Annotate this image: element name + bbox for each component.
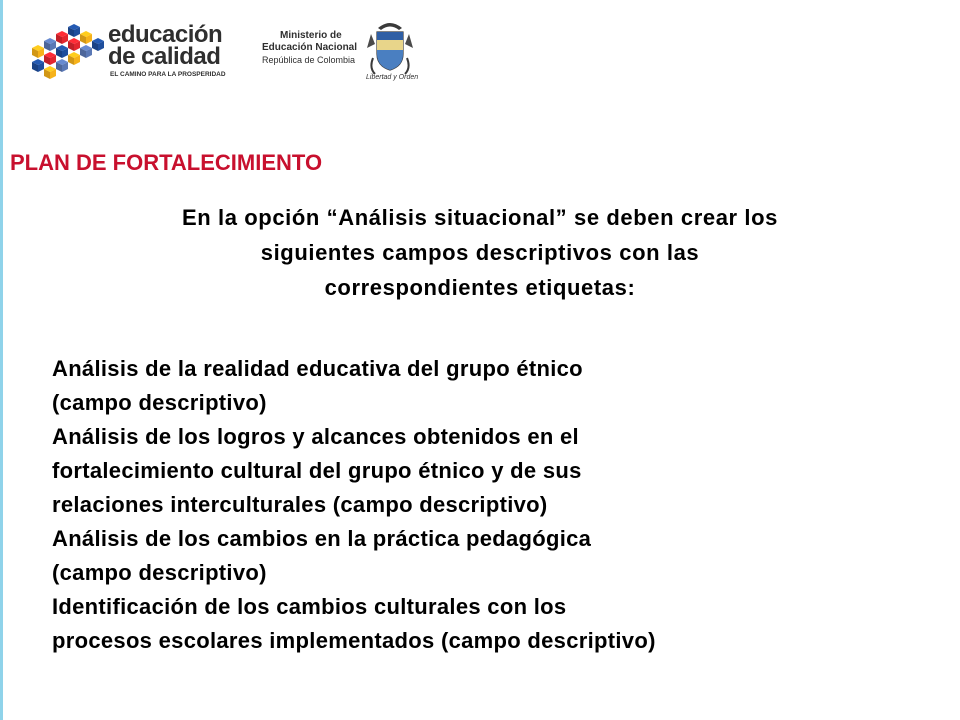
logo-wordmark [108, 21, 223, 70]
list-item-line: procesos escolares implementados (campo descriptivo) [52, 628, 656, 653]
list-item [52, 420, 932, 522]
ministry-name [262, 30, 360, 66]
educacion-de-calidad-logo [30, 22, 245, 84]
ministry-line-1: Ministerio de [280, 30, 342, 41]
ministry-line-2: Educación Nacional [262, 42, 358, 53]
list-item [52, 352, 932, 420]
descriptive-fields-list [52, 352, 932, 658]
cubes-logo-icon [30, 22, 106, 80]
list-item-line: Análisis de los logros y alcances obtenidos en el [52, 424, 579, 449]
list-item-line: Análisis de la realidad educativa del grupo étnico [52, 356, 583, 381]
intro-line: siguientes campos descriptivos con las [260, 240, 700, 265]
logo-line-1: educación [108, 21, 223, 48]
list-item-line: Identificación de los cambios culturales con los [52, 594, 567, 619]
motto-text: Libertad y Orden [366, 74, 419, 81]
intro-paragraph [50, 200, 910, 305]
list-item [52, 590, 932, 658]
list-item-line: Análisis de los cambios en la práctica pedagógica [52, 526, 592, 551]
left-accent-rule [0, 0, 3, 720]
list-item [52, 522, 932, 590]
list-item-line: fortalecimiento cultural del grupo étnico y de sus [52, 458, 582, 483]
intro-line: En la opción “Análisis situacional” se deben crear los [181, 205, 779, 230]
intro-line: correspondientes etiquetas: [324, 275, 636, 300]
ministry-line-3: República de Colombia [262, 55, 356, 65]
list-item-line: (campo descriptivo) [52, 560, 267, 585]
logo-line-2: de calidad [108, 43, 221, 70]
list-item-line: relaciones interculturales (campo descriptivo) [52, 492, 548, 517]
list-item-line: (campo descriptivo) [52, 390, 267, 415]
slide-title: PLAN DE FORTALECIMIENTO [10, 150, 323, 175]
logo-tagline: EL CAMINO PARA LA PROSPERIDAD [110, 71, 226, 78]
